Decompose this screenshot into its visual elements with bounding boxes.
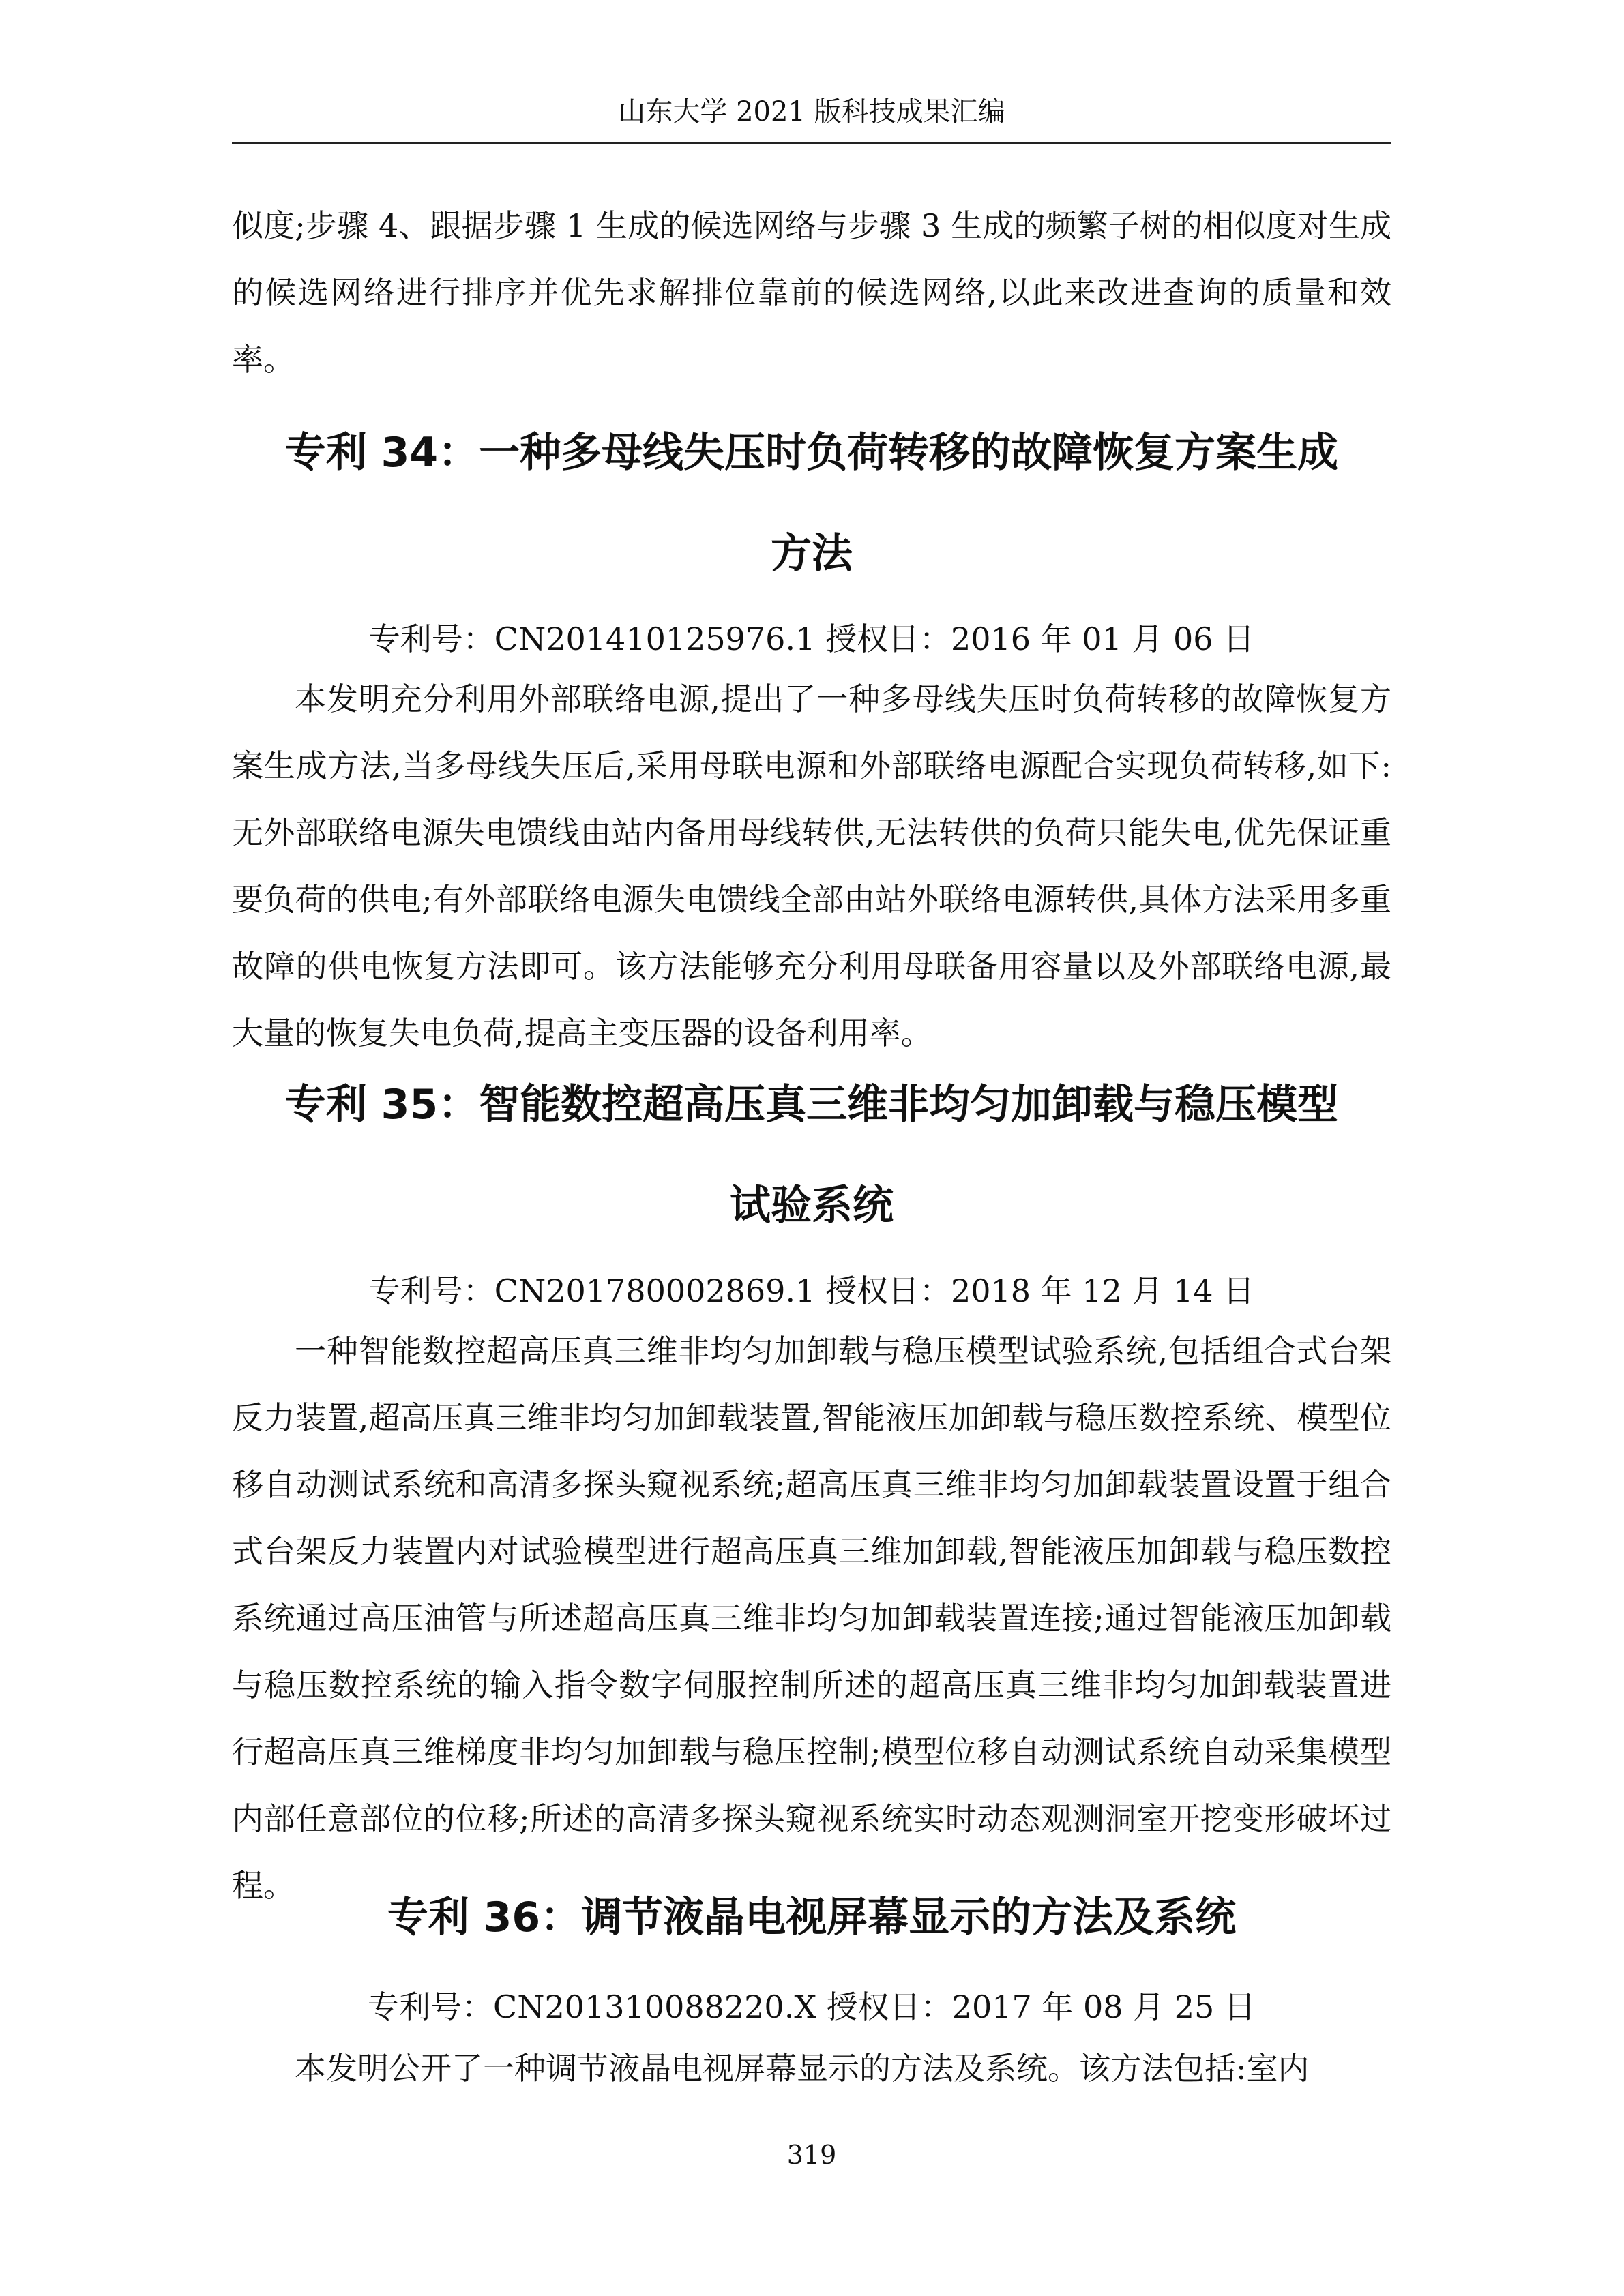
patent-36-abstract: 本发明公开了一种调节液晶电视屏幕显示的方法及系统。该方法包括:室内: [295, 2050, 1310, 2087]
patent-36-title: 专利 36：调节液晶电视屏幕显示的方法及系统: [387, 1894, 1237, 1941]
patent-35-title-line2: 试验系统: [730, 1182, 894, 1229]
patent-34-title-line2: 方法: [771, 530, 853, 578]
patent-36-meta: 专利号：CN201310088220.X 授权日：2017 年 08 月 25 日: [368, 1988, 1256, 2025]
patent-35-title-line1: 专利 35：智能数控超高压真三维非均匀加卸载与稳压模型: [284, 1081, 1339, 1129]
patent-34-title-line1: 专利 34：一种多母线失压时负荷转移的故障恢复方案生成: [284, 429, 1339, 477]
patent-35-meta: 专利号：CN201780002869.1 授权日：2018 年 12 月 14 日: [368, 1272, 1255, 1309]
intro-paragraph: 似度;步骤 4、跟据步骤 1 生成的候选网络与步骤 3 生成的频繁子树的相似度对生成的候选网络进行排序并优先求解排位靠前的候选网络,以此来改进查询的质量和效率。: [232, 207, 1391, 378]
patent-34-abstract: 本发明充分利用外部联络电源,提出了一种多母线失压时负荷转移的故障恢复方案生成方法,当多母线失压后,采用母联电源和外部联络电源配合实现负荷转移,如下:无外部联络电源失电馈线由站内备用母线转供,无法转供的负荷只能失电,优先保证重要负荷的供电;有外部联络电源失电馈线全部由站外联络电源转供,具体方法采用多重故障的供电恢复方法即可。该方法能够充分利用母联备用容量以及外部联络电源,最大量的恢复失电负荷,提高主变压器的设备利用率。: [232, 681, 1391, 1052]
page-header: 山东大学 2021 版科技成果汇编: [232, 82, 1391, 144]
patent-35-abstract: 一种智能数控超高压真三维非均匀加卸载与稳压模型试验系统,包括组合式台架反力装置,超高压真三维非均匀加卸载装置,智能液压加卸载与稳压数控系统、模型位移自动测试系统和高清多探头窥视系统;超高压真三维非均匀加卸载装置设置于组合式台架反力装置内对试验模型进行超高压真三维加卸载,智能液压加卸载与稳压数控系统通过高压油管与所述超高压真三维非均匀加卸载装置连接;通过智能液压加卸载与稳压数控系统的输入指令数字伺服控制所述的超高压真三维非均匀加卸载装置进行超高压真三维梯度非均匀加卸载与稳压控制;模型位移自动测试系统自动采集模型内部任意部位的位移;所述的高清多探头窥视系统实时动态观测洞室开挖变形破坏过程。: [232, 1332, 1391, 1904]
patent-34-meta: 专利号：CN201410125976.1 授权日：2016 年 01 月 06 日: [368, 621, 1255, 657]
page-number: 319: [786, 2140, 837, 2170]
